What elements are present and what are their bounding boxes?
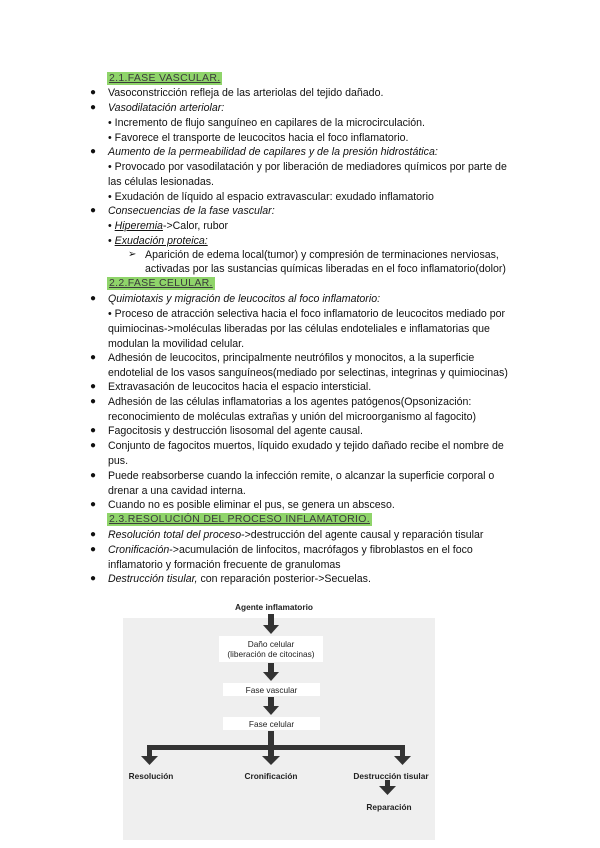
node-fase-celular: Fase celular: [248, 719, 295, 729]
bullet: ●: [90, 146, 97, 157]
bullet: ●: [90, 352, 97, 363]
text-line: drenar a una cavidad interna.: [108, 485, 246, 497]
text-line: Vasodilatación arteriolar:: [108, 102, 225, 114]
text-line: Conjunto de fagocitos muertos, líquido exudado y tejido dañado recibe el nombre de: [108, 440, 504, 452]
text-line: Fagocitosis y destrucción lisosomal del agente causal.: [108, 425, 363, 437]
text-line: • Incremento de flujo sanguíneo en capilares de la microcirculación.: [108, 117, 425, 129]
text-line: • Hiperemia->Calor, rubor: [108, 220, 228, 232]
bullet: ●: [90, 381, 97, 392]
text-line: activadas por las sustancias químicas liberadas en el foco inflamatorio(dolor): [145, 263, 506, 275]
bullet: ●: [90, 440, 97, 451]
text-line: Cronificación->acumulación de linfocitos, macrófagos y fibroblastos en el foco: [108, 544, 473, 556]
text-line: • Favorece el transporte de leucocitos hacia el foco inflamatorio.: [108, 132, 409, 144]
text-line: Quimiotaxis y migración de leucocitos al foco inflamatorio:: [108, 293, 381, 305]
node-agente-inflamatorio: Agente inflamatorio: [235, 602, 313, 612]
bullet: ●: [90, 544, 97, 555]
text-line: endotelial de los vasos sanguíneos(mediado por selectinas, integrinas y quimiocinas): [108, 367, 508, 379]
text-line: Aparición de edema local(tumor) y compresión de terminaciones nerviosas,: [145, 249, 499, 261]
text-line: Extravasación de leucocitos hacia el espacio intersticial.: [108, 381, 372, 393]
bullet: ●: [90, 87, 97, 98]
bullet: ●: [90, 293, 97, 304]
text-line: • Exudación de líquido al espacio extravascular: exudado inflamatorio: [108, 191, 434, 203]
node-dano-celular: Daño celular: [247, 639, 295, 649]
node-dano-celular-sub: (liberación de citocinas): [227, 649, 315, 659]
text-line: Adhesión de las células inflamatorias a los agentes patógenos(Opsonización:: [108, 396, 472, 408]
node-destruccion-tisular: Destrucción tisular: [353, 771, 429, 781]
bullet: ●: [90, 470, 97, 481]
bullet: ●: [90, 102, 97, 113]
text-line: • Proceso de atracción selectiva hacia el foco inflamatorio de leucocitos mediado por: [108, 308, 506, 320]
section-heading-resolucion: 2.3.RESOLUCIÓN DEL PROCESO INFLAMATORIO.: [109, 513, 370, 525]
text-line: las células lesionadas.: [108, 176, 214, 188]
text-line: • Provocado por vasodilatación y por liberación de mediadores químicos por parte de: [108, 161, 507, 173]
bullet: ●: [90, 425, 97, 436]
node-fase-vascular: Fase vascular: [245, 685, 298, 695]
text-line: modulan la movilidad celular.: [108, 338, 245, 350]
bullet: ●: [90, 499, 97, 510]
node-resolucion: Resolución: [128, 771, 174, 781]
text-line: quimiocinas->moléculas liberadas por las células endoteliales e inflamatorias que: [108, 323, 490, 335]
arrow-bullet: ➢: [128, 249, 137, 260]
section-heading-vascular: 2.1.FASE VASCULAR.: [109, 72, 221, 84]
text-line: Adhesión de leucocitos, principalmente neutrófilos y monocitos, a la superficie: [108, 352, 475, 364]
inflammation-flow-diagram: [123, 600, 435, 840]
text-line: Resolución total del proceso->destrucción del agente causal y reparación tisular: [108, 529, 484, 541]
text-line: pus.: [108, 455, 129, 467]
section-heading-celular: 2.2.FASE CELULAR.: [109, 277, 213, 289]
text-line: reconocimiento de moléculas extrañas y unión del microorganismo al fagocito): [108, 411, 477, 423]
text-line: Aumento de la permeabilidad de capilares y de la presión hidrostática:: [108, 146, 438, 158]
text-line: Cuando no es posible eliminar el pus, se genera un absceso.: [108, 499, 395, 511]
bullet: ●: [90, 529, 97, 540]
text-line: Vasoconstricción refleja de las arteriolas del tejido dañado.: [108, 87, 384, 99]
node-cronificacion: Cronificación: [244, 771, 298, 781]
text-line: • Exudación proteica:: [108, 235, 208, 247]
text-line: inflamatorio y formación frecuente de granulomas: [108, 559, 341, 571]
bullet: ●: [90, 573, 97, 584]
bullet: ●: [90, 205, 97, 216]
node-reparacion: Reparación: [366, 802, 412, 812]
bullet: ●: [90, 396, 97, 407]
text-line: Consecuencias de la fase vascular:: [108, 205, 275, 217]
text-line: Puede reabsorberse cuando la infección remite, o alcanzar la superficie corporal o: [108, 470, 495, 482]
text-line: Destrucción tisular, con reparación posterior->Secuelas.: [108, 573, 371, 585]
